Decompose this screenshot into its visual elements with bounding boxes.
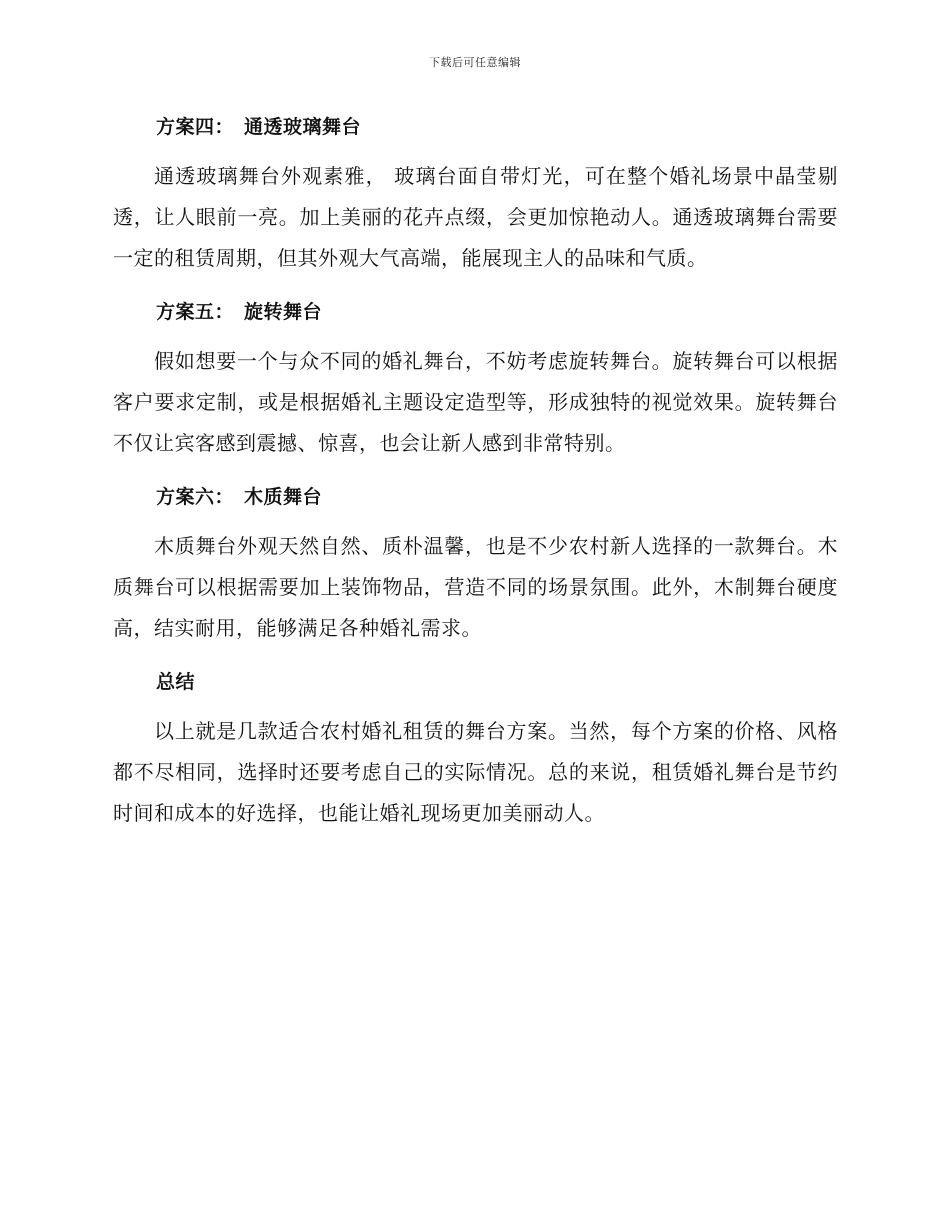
section-heading <box>113 665 838 699</box>
heading-label: 方案六： <box>156 486 235 508</box>
section-summary <box>113 665 838 834</box>
heading-title: 木质舞台 <box>244 486 323 508</box>
heading-label: 方案五： <box>156 301 235 323</box>
section-heading <box>113 480 838 514</box>
section-heading <box>113 295 838 329</box>
section-paragraph: 通透玻璃舞台外观素雅， 玻璃台面自带灯光，可在整个婚礼场景中晶莹剔透，让人眼前一亮。加上美丽的花卉点缀，会更加惊艳动人。通透玻璃舞台需要一定的租赁周期，但其外观大气高端，能展现主人的品味和气质。 <box>113 164 838 270</box>
document-body <box>113 110 838 850</box>
heading-label: 方案四： <box>156 116 235 138</box>
heading-label: 总结 <box>156 671 196 693</box>
page-header: 下载后可任意编辑 <box>429 56 521 69</box>
heading-title: 通透玻璃舞台 <box>244 116 362 138</box>
section-plan-six <box>113 480 838 649</box>
section-paragraph: 以上就是几款适合农村婚礼租赁的舞台方案。当然，每个方案的价格、风格都不尽相同，选择时还要考虑自己的实际情况。总的来说，租赁婚礼舞台是节约时间和成本的好选择，也能让婚礼现场更加美丽动人。 <box>113 719 838 825</box>
section-plan-four <box>113 110 838 279</box>
section-paragraph: 木质舞台外观天然自然、质朴温馨，也是不少农村新人选择的一款舞台。木质舞台可以根据需要加上装饰物品，营造不同的场景氛围。此外，木制舞台硬度高，结实耐用，能够满足各种婚礼需求。 <box>113 534 838 640</box>
section-plan-five <box>113 295 838 464</box>
section-heading <box>113 110 838 144</box>
section-paragraph: 假如想要一个与众不同的婚礼舞台，不妨考虑旋转舞台。旋转舞台可以根据客户要求定制，或是根据婚礼主题设定造型等，形成独特的视觉效果。旋转舞台不仅让宾客感到震撼、惊喜，也会让新人感到非常特别。 <box>113 349 838 455</box>
heading-title: 旋转舞台 <box>244 301 323 323</box>
